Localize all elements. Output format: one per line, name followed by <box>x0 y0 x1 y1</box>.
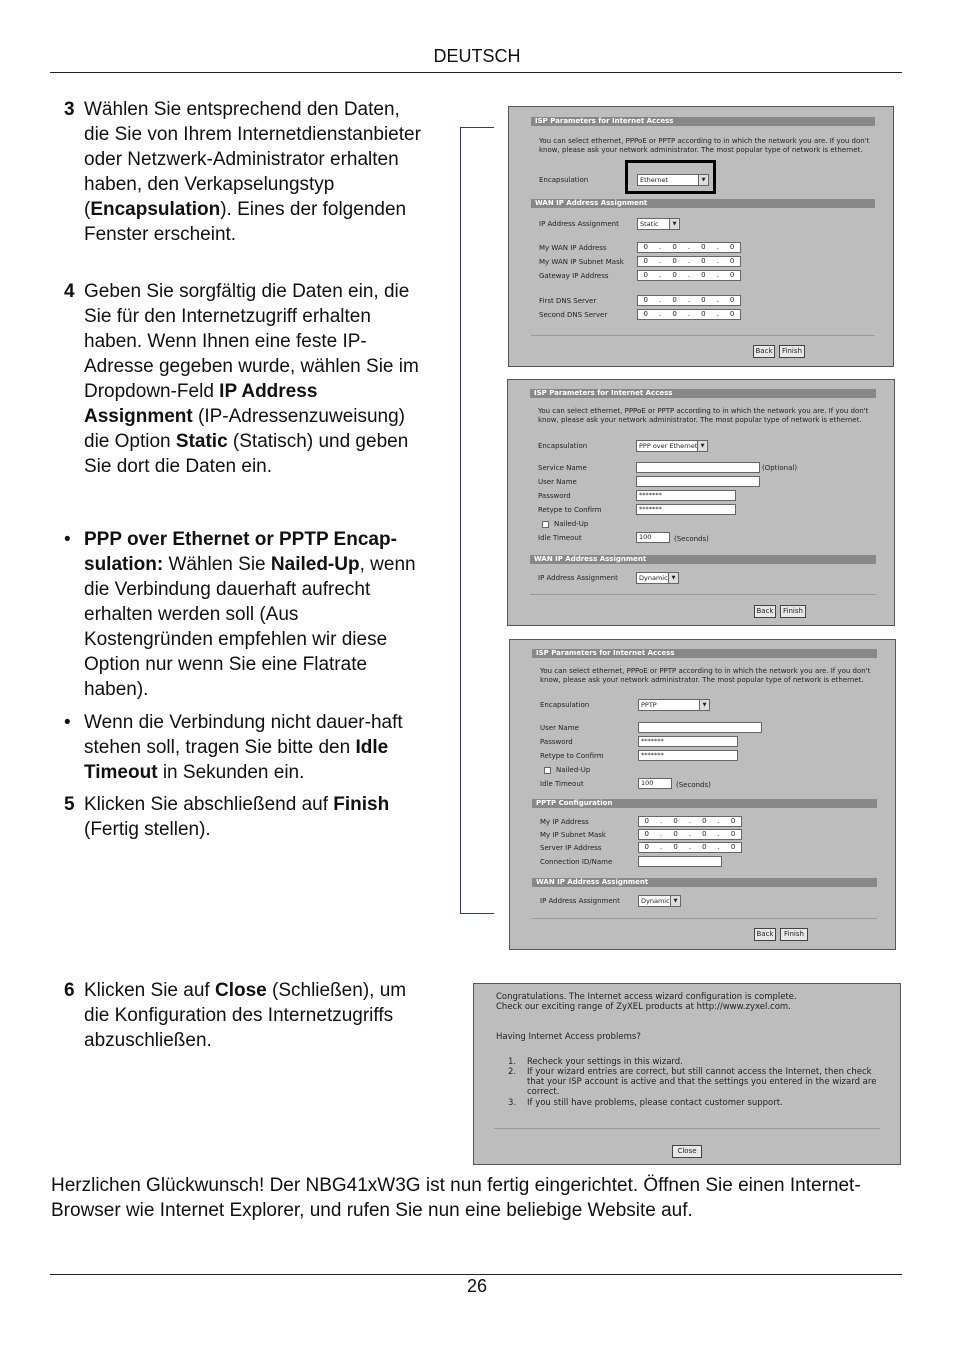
field-label: User Name <box>540 724 579 732</box>
step-3 <box>58 97 430 247</box>
bullet-bold: Nailed-Up <box>270 554 360 575</box>
bullet-icon: • <box>64 529 71 550</box>
isp-description: You can select ethernet, PPPoE or PPTP according to in which the network you are. If you don't know, please ask your network administrator. The most popular type of network is ethernet. <box>539 137 870 154</box>
ip-input[interactable] <box>637 309 741 320</box>
password-input[interactable]: ******* <box>638 736 738 747</box>
dot: . <box>687 296 691 304</box>
dot: . <box>660 830 663 838</box>
octet: 0 <box>643 243 648 251</box>
step-text: (Fertig stellen). <box>84 819 211 840</box>
dot: . <box>716 296 719 304</box>
ip-input[interactable] <box>638 816 742 827</box>
dot: . <box>660 817 663 825</box>
octet: 0 <box>643 310 648 318</box>
divider <box>532 918 877 919</box>
optional-label: (Optional) <box>762 464 798 472</box>
field-label: Service Name <box>538 464 587 472</box>
octet: 0 <box>701 257 706 265</box>
divider <box>531 335 875 336</box>
step-6 <box>58 978 430 1053</box>
isp-description: You can select ethernet, PPPoE or PPTP according to in which the network you are. If you don't know, please ask your network administrator. The most popular type of network is ethernet. <box>540 667 871 684</box>
octet: 0 <box>643 271 648 279</box>
octet: 0 <box>644 817 649 825</box>
retype-input[interactable]: ******* <box>638 750 738 761</box>
step-bold: Encapsulation <box>90 199 221 220</box>
wan-header: WAN IP Address Assignment <box>530 555 876 564</box>
dot: . <box>687 310 691 318</box>
dot: . <box>659 257 662 265</box>
octet: 0 <box>729 271 735 279</box>
bullet-text: , wenn die Verbindung dauerhaft aufrecht erhalten werden soll (Aus Kostengründen empfehlen wir diese Option nur wenn Sie eine Flatrate haben). <box>84 554 416 700</box>
chevron-down-icon: ▼ <box>698 175 708 185</box>
octet: 0 <box>643 296 648 304</box>
octet: 0 <box>729 310 735 318</box>
nailed-up-label: Nailed-Up <box>554 520 589 528</box>
step-bold: IP Address Assignment <box>84 381 318 427</box>
back-button[interactable]: Back <box>754 928 776 941</box>
encapsulation-select[interactable] <box>636 440 708 452</box>
step-text: Wählen Sie entsprechend den Daten, die Sie von Ihrem Internetdienstanbieter oder Netzwerk-Administrator erhalten haben, den Verkapselungstyp ( <box>84 99 421 220</box>
isp-description: You can select ethernet, PPPoE or PPTP according to in which the network you are. If you don't know, please ask your network administrator. The most popular type of network is ethernet. <box>538 407 869 424</box>
field-label: My IP Address <box>540 818 589 826</box>
divider <box>494 1128 880 1129</box>
wan-header: WAN IP Address Assignment <box>532 878 877 887</box>
chevron-down-icon: ▼ <box>670 896 680 906</box>
idle-timeout-input[interactable]: 100 <box>638 778 672 789</box>
bullet-bold: PPP over Ethernet or PPTP Encap-sulation: <box>84 529 397 575</box>
page-number: 26 <box>466 1276 488 1296</box>
isp-header: ISP Parameters for Internet Access <box>531 117 875 126</box>
field-label: First DNS Server <box>539 297 597 305</box>
octet: 0 <box>701 310 706 318</box>
list-item: If you still have problems, please contact customer support. <box>527 1098 783 1108</box>
page-header: DEUTSCH <box>433 46 521 66</box>
octet: 0 <box>729 257 735 265</box>
dot: . <box>659 296 662 304</box>
dot: . <box>717 830 720 838</box>
bullet-bold: Idle Timeout <box>84 737 389 783</box>
encapsulation-label: Encapsulation <box>539 176 589 184</box>
ip-input[interactable] <box>638 829 742 840</box>
dot: . <box>687 243 691 251</box>
footer-rule <box>50 1274 902 1275</box>
dot: . <box>687 271 691 279</box>
dot: . <box>688 817 692 825</box>
pptp-header: PPTP Configuration <box>532 799 877 808</box>
select-value: Static <box>640 220 659 228</box>
idle-timeout-input[interactable]: 100 <box>636 532 670 543</box>
dot: . <box>687 257 691 265</box>
field-label: Password <box>540 738 573 746</box>
header-rule <box>50 72 902 73</box>
screenshot-pptp <box>509 639 896 950</box>
ip-input[interactable] <box>637 270 741 281</box>
dot: . <box>717 817 720 825</box>
octet: 0 <box>672 310 677 318</box>
octet: 0 <box>673 843 678 851</box>
ip-input[interactable] <box>637 295 741 306</box>
congrats-paragraph: Herzlichen Glückwunsch! Der NBG41xW3G ist nun fertig eingerichtet. Öffnen Sie einen Internet-Browser wie Internet Explorer, und rufen Sie nun eine beliebige Website auf. <box>51 1175 861 1221</box>
user-name-input[interactable] <box>638 722 762 733</box>
step-text: (IP-Adressenzuweisung) die Option <box>84 406 406 452</box>
problems-heading: Having Internet Access problems? <box>496 1032 641 1042</box>
field-label: Gateway IP Address <box>539 272 609 280</box>
field-label: Idle Timeout <box>540 780 584 788</box>
dot: . <box>688 830 692 838</box>
select-value: PPP over Ethernet <box>639 442 698 450</box>
step-text: Geben Sie sorgfältig die Daten ein, die Sie für den Internetzugriff erhalten haben. Wenn Ihnen eine feste IP-Adresse gegeben wurde, wählen Sie im Dropdown-Feld <box>84 281 419 402</box>
bullet-icon: • <box>64 712 71 733</box>
octet: 0 <box>644 830 649 838</box>
step-text: (Schließen), um die Konfiguration des Internetzugriffs abzuschließen. <box>84 980 407 1051</box>
field-label: Retype to Confirm <box>538 506 602 514</box>
congrats-line-1: Congratulations. The Internet access wizard configuration is complete. <box>496 992 797 1002</box>
step-number: 3 <box>64 99 75 120</box>
list-number: 3. <box>508 1098 517 1108</box>
step-bold: Finish <box>333 794 390 815</box>
field-label: User Name <box>538 478 577 486</box>
octet: 0 <box>643 257 648 265</box>
wan-header: WAN IP Address Assignment <box>531 199 875 208</box>
encapsulation-select[interactable] <box>637 174 709 186</box>
service-name-input[interactable] <box>636 462 760 473</box>
octet: 0 <box>644 843 649 851</box>
octet: 0 <box>730 817 736 825</box>
ip-assign-select[interactable] <box>638 895 681 907</box>
ip-input[interactable] <box>637 256 741 267</box>
octet: 0 <box>701 296 706 304</box>
step-4 <box>58 279 430 479</box>
encapsulation-label: Encapsulation <box>538 442 588 450</box>
field-label: Password <box>538 492 571 500</box>
close-button[interactable]: Close <box>672 1145 702 1158</box>
select-value: Ethernet <box>640 176 668 184</box>
dot: . <box>660 843 663 851</box>
nailed-up-checkbox[interactable] <box>544 767 551 774</box>
dot: . <box>717 843 720 851</box>
octet: 0 <box>672 243 677 251</box>
dot: . <box>716 243 719 251</box>
back-button[interactable]: Back <box>754 605 776 618</box>
list-item: If your wizard entries are correct, but still cannot access the Internet, then check that your ISP account is active and that the settings you entered in the wizard are correct. <box>527 1067 877 1097</box>
octet: 0 <box>729 296 735 304</box>
octet: 0 <box>672 271 677 279</box>
password-input[interactable]: ******* <box>636 490 736 501</box>
connection-id-input[interactable] <box>638 856 722 867</box>
dot: . <box>716 310 719 318</box>
encapsulation-label: Encapsulation <box>540 701 590 709</box>
octet: 0 <box>702 817 707 825</box>
step-text: (Statisch) und geben Sie dort die Daten ein. <box>84 431 409 477</box>
field-label: Connection ID/Name <box>540 858 613 866</box>
step-number: 6 <box>64 980 75 1001</box>
back-button[interactable]: Back <box>753 345 775 358</box>
chevron-down-icon: ▼ <box>668 573 678 583</box>
step-text: ). Eines der folgenden Fenster erscheint. <box>84 199 407 245</box>
dot: . <box>716 271 719 279</box>
divider <box>530 594 876 595</box>
octet: 0 <box>702 830 707 838</box>
ip-assign-label: IP Address Assignment <box>539 220 619 228</box>
field-label: Retype to Confirm <box>540 752 604 760</box>
bullet-text: Wählen Sie <box>163 554 271 575</box>
ip-assign-label: IP Address Assignment <box>538 574 618 582</box>
list-number: 1. <box>508 1057 517 1067</box>
user-name-input[interactable] <box>636 476 760 487</box>
chevron-down-icon: ▼ <box>669 219 679 229</box>
select-value: Dynamic <box>641 897 670 905</box>
seconds-label: (Seconds) <box>676 781 711 789</box>
chevron-down-icon: ▼ <box>697 441 707 451</box>
ip-assign-select[interactable] <box>636 572 679 584</box>
dot: . <box>688 843 692 851</box>
screenshot-bracket <box>460 127 494 914</box>
finish-button[interactable]: Finish <box>780 605 806 618</box>
chevron-down-icon: ▼ <box>699 700 709 710</box>
ip-input[interactable] <box>637 242 741 253</box>
nailed-up-checkbox[interactable] <box>542 521 549 528</box>
bullet-pppoe <box>58 527 430 702</box>
seconds-label: (Seconds) <box>674 535 709 543</box>
bullet-idle <box>58 710 430 785</box>
encapsulation-select[interactable] <box>638 699 710 711</box>
octet: 0 <box>701 243 706 251</box>
screenshot-pppoe <box>507 379 895 626</box>
list-item: Recheck your settings in this wizard. <box>527 1057 683 1067</box>
field-label: Second DNS Server <box>539 311 608 319</box>
octet: 0 <box>672 296 677 304</box>
field-label: Idle Timeout <box>538 534 582 542</box>
field-label: My WAN IP Address <box>539 244 607 252</box>
select-value: PPTP <box>641 701 657 709</box>
octet: 0 <box>730 830 736 838</box>
nailed-up-label: Nailed-Up <box>556 766 591 774</box>
list-number: 2. <box>508 1067 517 1077</box>
bullet-text: Wenn die Verbindung nicht dauer-haft stehen soll, tragen Sie bitte den <box>84 712 403 758</box>
step-number: 5 <box>64 794 75 815</box>
screenshot-complete <box>473 983 901 1165</box>
octet: 0 <box>730 843 736 851</box>
screenshot-ethernet <box>508 106 894 367</box>
step-text: Klicken Sie auf <box>84 980 215 1001</box>
field-label: My WAN IP Subnet Mask <box>539 258 624 266</box>
field-label: Server IP Address <box>540 844 602 852</box>
select-value: Dynamic <box>639 574 668 582</box>
octet: 0 <box>729 243 735 251</box>
finish-button[interactable]: Finish <box>780 928 808 941</box>
field-label: My IP Subnet Mask <box>540 831 606 839</box>
dot: . <box>659 310 662 318</box>
step-number: 4 <box>64 281 75 302</box>
dot: . <box>659 271 662 279</box>
dot: . <box>716 257 719 265</box>
step-bold: Static <box>175 431 228 452</box>
octet: 0 <box>672 257 677 265</box>
retype-input[interactable]: ******* <box>636 504 736 515</box>
octet: 0 <box>702 843 707 851</box>
isp-header: ISP Parameters for Internet Access <box>532 649 877 658</box>
step-text: Klicken Sie abschließend auf <box>84 794 334 815</box>
octet: 0 <box>673 830 678 838</box>
finish-button[interactable]: Finish <box>779 345 805 358</box>
step-bold: Close <box>214 980 267 1001</box>
ip-assign-label: IP Address Assignment <box>540 897 620 905</box>
octet: 0 <box>701 271 706 279</box>
ip-input[interactable] <box>638 842 742 853</box>
dot: . <box>659 243 662 251</box>
bullet-text: in Sekunden ein. <box>157 762 305 783</box>
octet: 0 <box>673 817 678 825</box>
congrats-line-2: Check our exciting range of ZyXEL products at http://www.zyxel.com. <box>496 1002 791 1012</box>
step-5 <box>58 792 430 842</box>
ip-assign-select[interactable] <box>637 218 680 230</box>
isp-header: ISP Parameters for Internet Access <box>530 389 876 398</box>
